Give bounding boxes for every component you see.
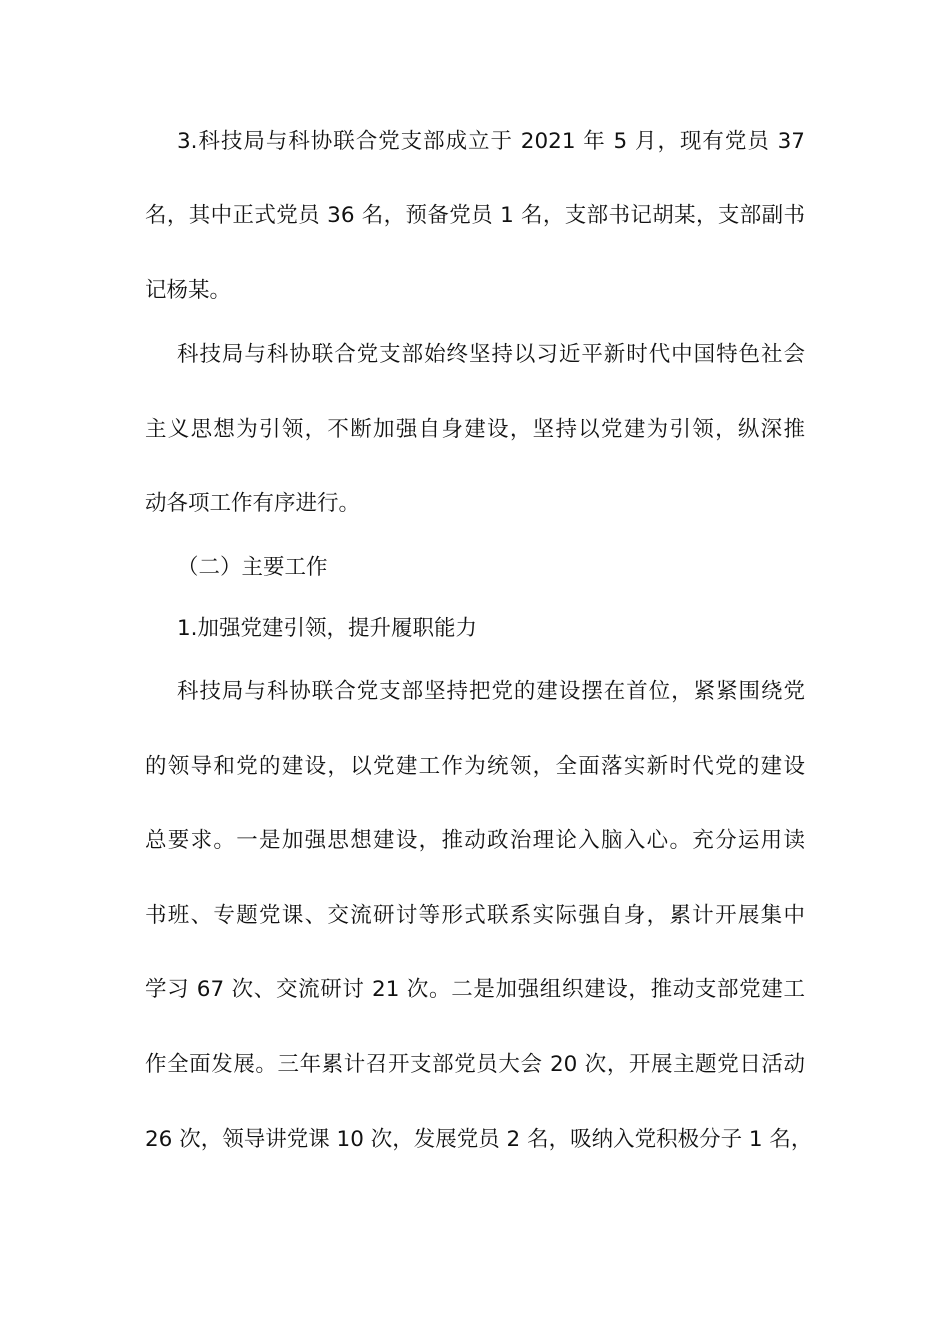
paragraph-2-line-3: 动各项工作有序进行。 xyxy=(145,491,361,516)
paragraph-1-line-1: 3.科技局与科协联合党支部成立于 2021 年 5 月，现有党员 37 xyxy=(177,129,805,154)
paragraph-3-line-5: 学习 67 次、交流研讨 21 次。二是加强组织建设，推动支部党建工 xyxy=(145,977,805,1002)
paragraph-1-line-2: 名，其中正式党员 36 名，预备党员 1 名，支部书记胡某，支部副书 xyxy=(145,203,805,228)
paragraph-3-line-4: 书班、专题党课、交流研讨等形式联系实际强自身，累计开展集中 xyxy=(145,903,805,928)
subheading: 1.加强党建引领，提升履职能力 xyxy=(177,616,478,641)
paragraph-3-line-2: 的领导和党的建设，以党建工作为统领，全面落实新时代党的建设 xyxy=(145,754,805,779)
paragraph-3-line-6: 作全面发展。三年累计召开支部党员大会 20 次，开展主题党日活动 xyxy=(145,1052,805,1077)
paragraph-3-line-3: 总要求。一是加强思想建设，推动政治理论入脑入心。充分运用读 xyxy=(145,828,805,853)
paragraph-2-line-2: 主义思想为引领，不断加强自身建设，坚持以党建为引领，纵深推 xyxy=(145,417,805,442)
paragraph-3-line-7: 26 次，领导讲党课 10 次，发展党员 2 名，吸纳入党积极分子 1 名， xyxy=(145,1127,813,1152)
paragraph-3-line-1: 科技局与科协联合党支部坚持把党的建设摆在首位，紧紧围绕党 xyxy=(177,679,805,704)
section-heading: （二）主要工作 xyxy=(177,555,328,580)
paragraph-1-line-3: 记杨某。 xyxy=(145,278,232,303)
paragraph-2-line-1: 科技局与科协联合党支部始终坚持以习近平新时代中国特色社会 xyxy=(177,342,805,367)
